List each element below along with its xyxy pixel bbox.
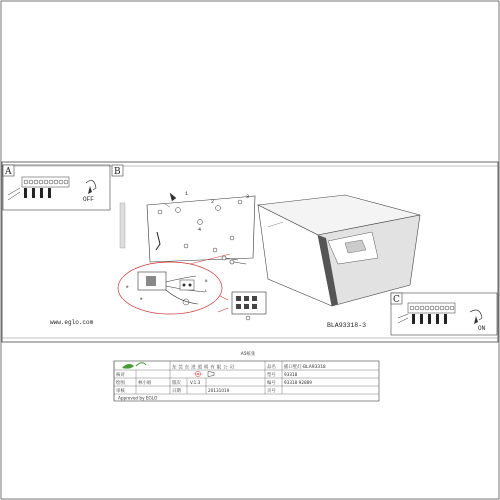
value-drawn: 林小姐	[138, 381, 152, 386]
version-value: V.1.3	[190, 380, 201, 385]
date-label: 日期	[172, 389, 181, 394]
value-model: 93318	[284, 372, 298, 377]
svg-text:4: 4	[198, 227, 202, 233]
label-model: 型号	[267, 373, 276, 378]
svg-text:3: 3	[246, 194, 250, 200]
label-code: 编号	[267, 381, 276, 386]
svg-text:L: L	[205, 290, 208, 294]
approved-by-text: Approved by EGLO	[118, 395, 158, 401]
paper-size-label: A5纸张	[240, 352, 256, 357]
switch-off-label: OFF	[83, 196, 94, 203]
value-product-name: 插口壁灯-BLA93318	[284, 365, 326, 370]
svg-text:2: 2	[211, 199, 215, 205]
switch-on-label: ON	[478, 325, 486, 332]
panel-c-label: C	[393, 295, 400, 305]
label-review: 审核	[116, 389, 125, 394]
label-page: 页号	[267, 389, 276, 394]
svg-text:⊕: ⊕	[140, 298, 143, 302]
company-name: 东莞东进照明有限公司	[172, 365, 236, 371]
date-value: 20131019	[208, 388, 230, 393]
svg-text:N: N	[205, 280, 208, 284]
panel-a-label: A	[5, 167, 12, 177]
panel-b-label: B	[114, 167, 121, 177]
model-number: BLA93318-3	[327, 322, 367, 329]
label-product-name: 品名	[267, 365, 276, 370]
svg-text:1: 1	[185, 191, 189, 197]
label-drawn: 绘图	[116, 381, 125, 386]
website-text: www.eglo.com	[50, 319, 94, 326]
wall-strip	[120, 203, 125, 248]
version-label: 版次	[172, 381, 181, 386]
value-code: 93318 92889	[284, 380, 312, 385]
label-check: 核对	[116, 373, 125, 378]
svg-text:⊕: ⊕	[126, 286, 129, 290]
